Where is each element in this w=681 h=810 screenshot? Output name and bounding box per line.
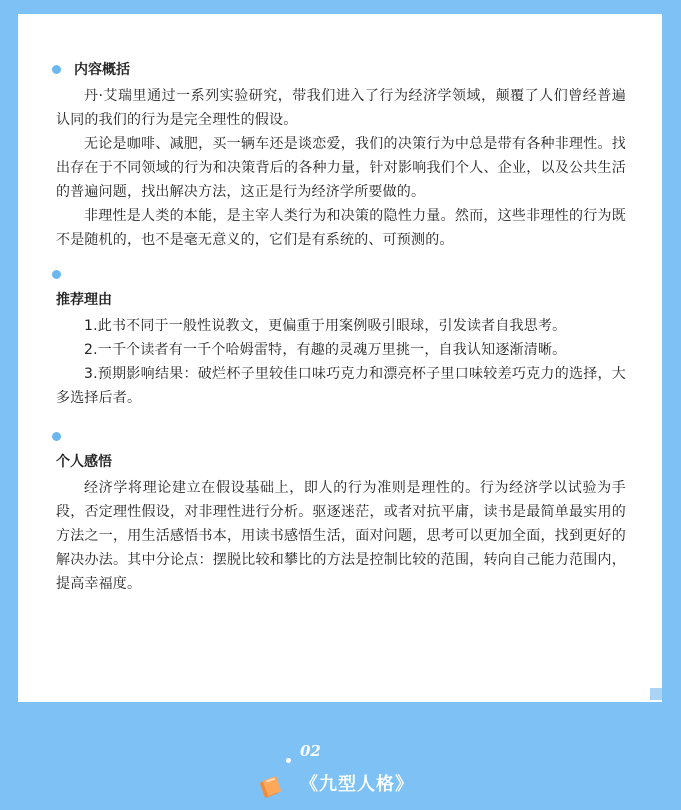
bullet-dot-icon xyxy=(52,65,61,74)
bullet-dot-icon xyxy=(52,432,61,441)
section-reflection xyxy=(56,432,626,596)
section-title: 内容概括 xyxy=(74,62,130,78)
book-icon xyxy=(256,770,286,800)
page-fold-corner xyxy=(650,688,662,700)
section-paragraph: 无论是咖啡、减肥，买一辆车还是谈恋爱，我们的决策行为中总是带有各种非理性。找出存在于不同领域的行为和决策背后的各种力量，针对影响我们个人、企业，以及公共生活的普遍问题，找出解决方法，这正是行为经济学所要做的。 xyxy=(56,136,626,200)
section-paragraph: 丹·艾瑞里通过一系列实验研究，带我们进入了行为经济学领域，颠覆了人们曾经普遍认同的我们的行为是完全理性的假设。 xyxy=(56,88,626,128)
chapter-number: 02 xyxy=(300,742,321,760)
bullet-dot-icon xyxy=(52,270,61,279)
footer xyxy=(0,740,681,810)
section-reasons xyxy=(56,270,626,410)
section-title: 个人感悟 xyxy=(56,454,112,470)
book-title: 《九型人格》 xyxy=(300,774,414,795)
section-paragraph: 非理性是人类的本能，是主宰人类行为和决策的隐性力量。然而，这些非理性的行为既不是随机的，也不是毫无意义的，它们是有系统的、可预测的。 xyxy=(56,208,626,248)
section-paragraph: 1.此书不同于一般性说教文，更偏重于用案例吸引眼球，引发读者自我思考。 xyxy=(84,318,567,334)
section-summary xyxy=(56,60,626,252)
section-title: 推荐理由 xyxy=(56,292,112,308)
section-paragraph: 2.一千个读者有一千个哈姆雷特，有趣的灵魂万里挑一，自我认知逐渐清晰。 xyxy=(84,342,567,358)
content-area xyxy=(56,60,626,596)
section-paragraph: 3.预期影响结果：破烂杯子里较佳口味巧克力和漂亮杯子里口味较差巧克力的选择，大多选择后者。 xyxy=(56,366,626,406)
decor-dot-icon xyxy=(286,758,291,763)
section-paragraph: 经济学将理论建立在假设基础上，即人的行为准则是理性的。行为经济学以试验为手段，否定理性假设，对非理性进行分析。驱逐迷茫，或者对抗平庸，读书是最简单最实用的方法之一，用生活感悟书本，用读书感悟生活，面对问题，思考可以更加全面，找到更好的解决办法。其中分论点：摆脱比较和攀比的方法是控制比较的范围，转向自己能力范围内，提高幸福度。 xyxy=(56,480,626,592)
